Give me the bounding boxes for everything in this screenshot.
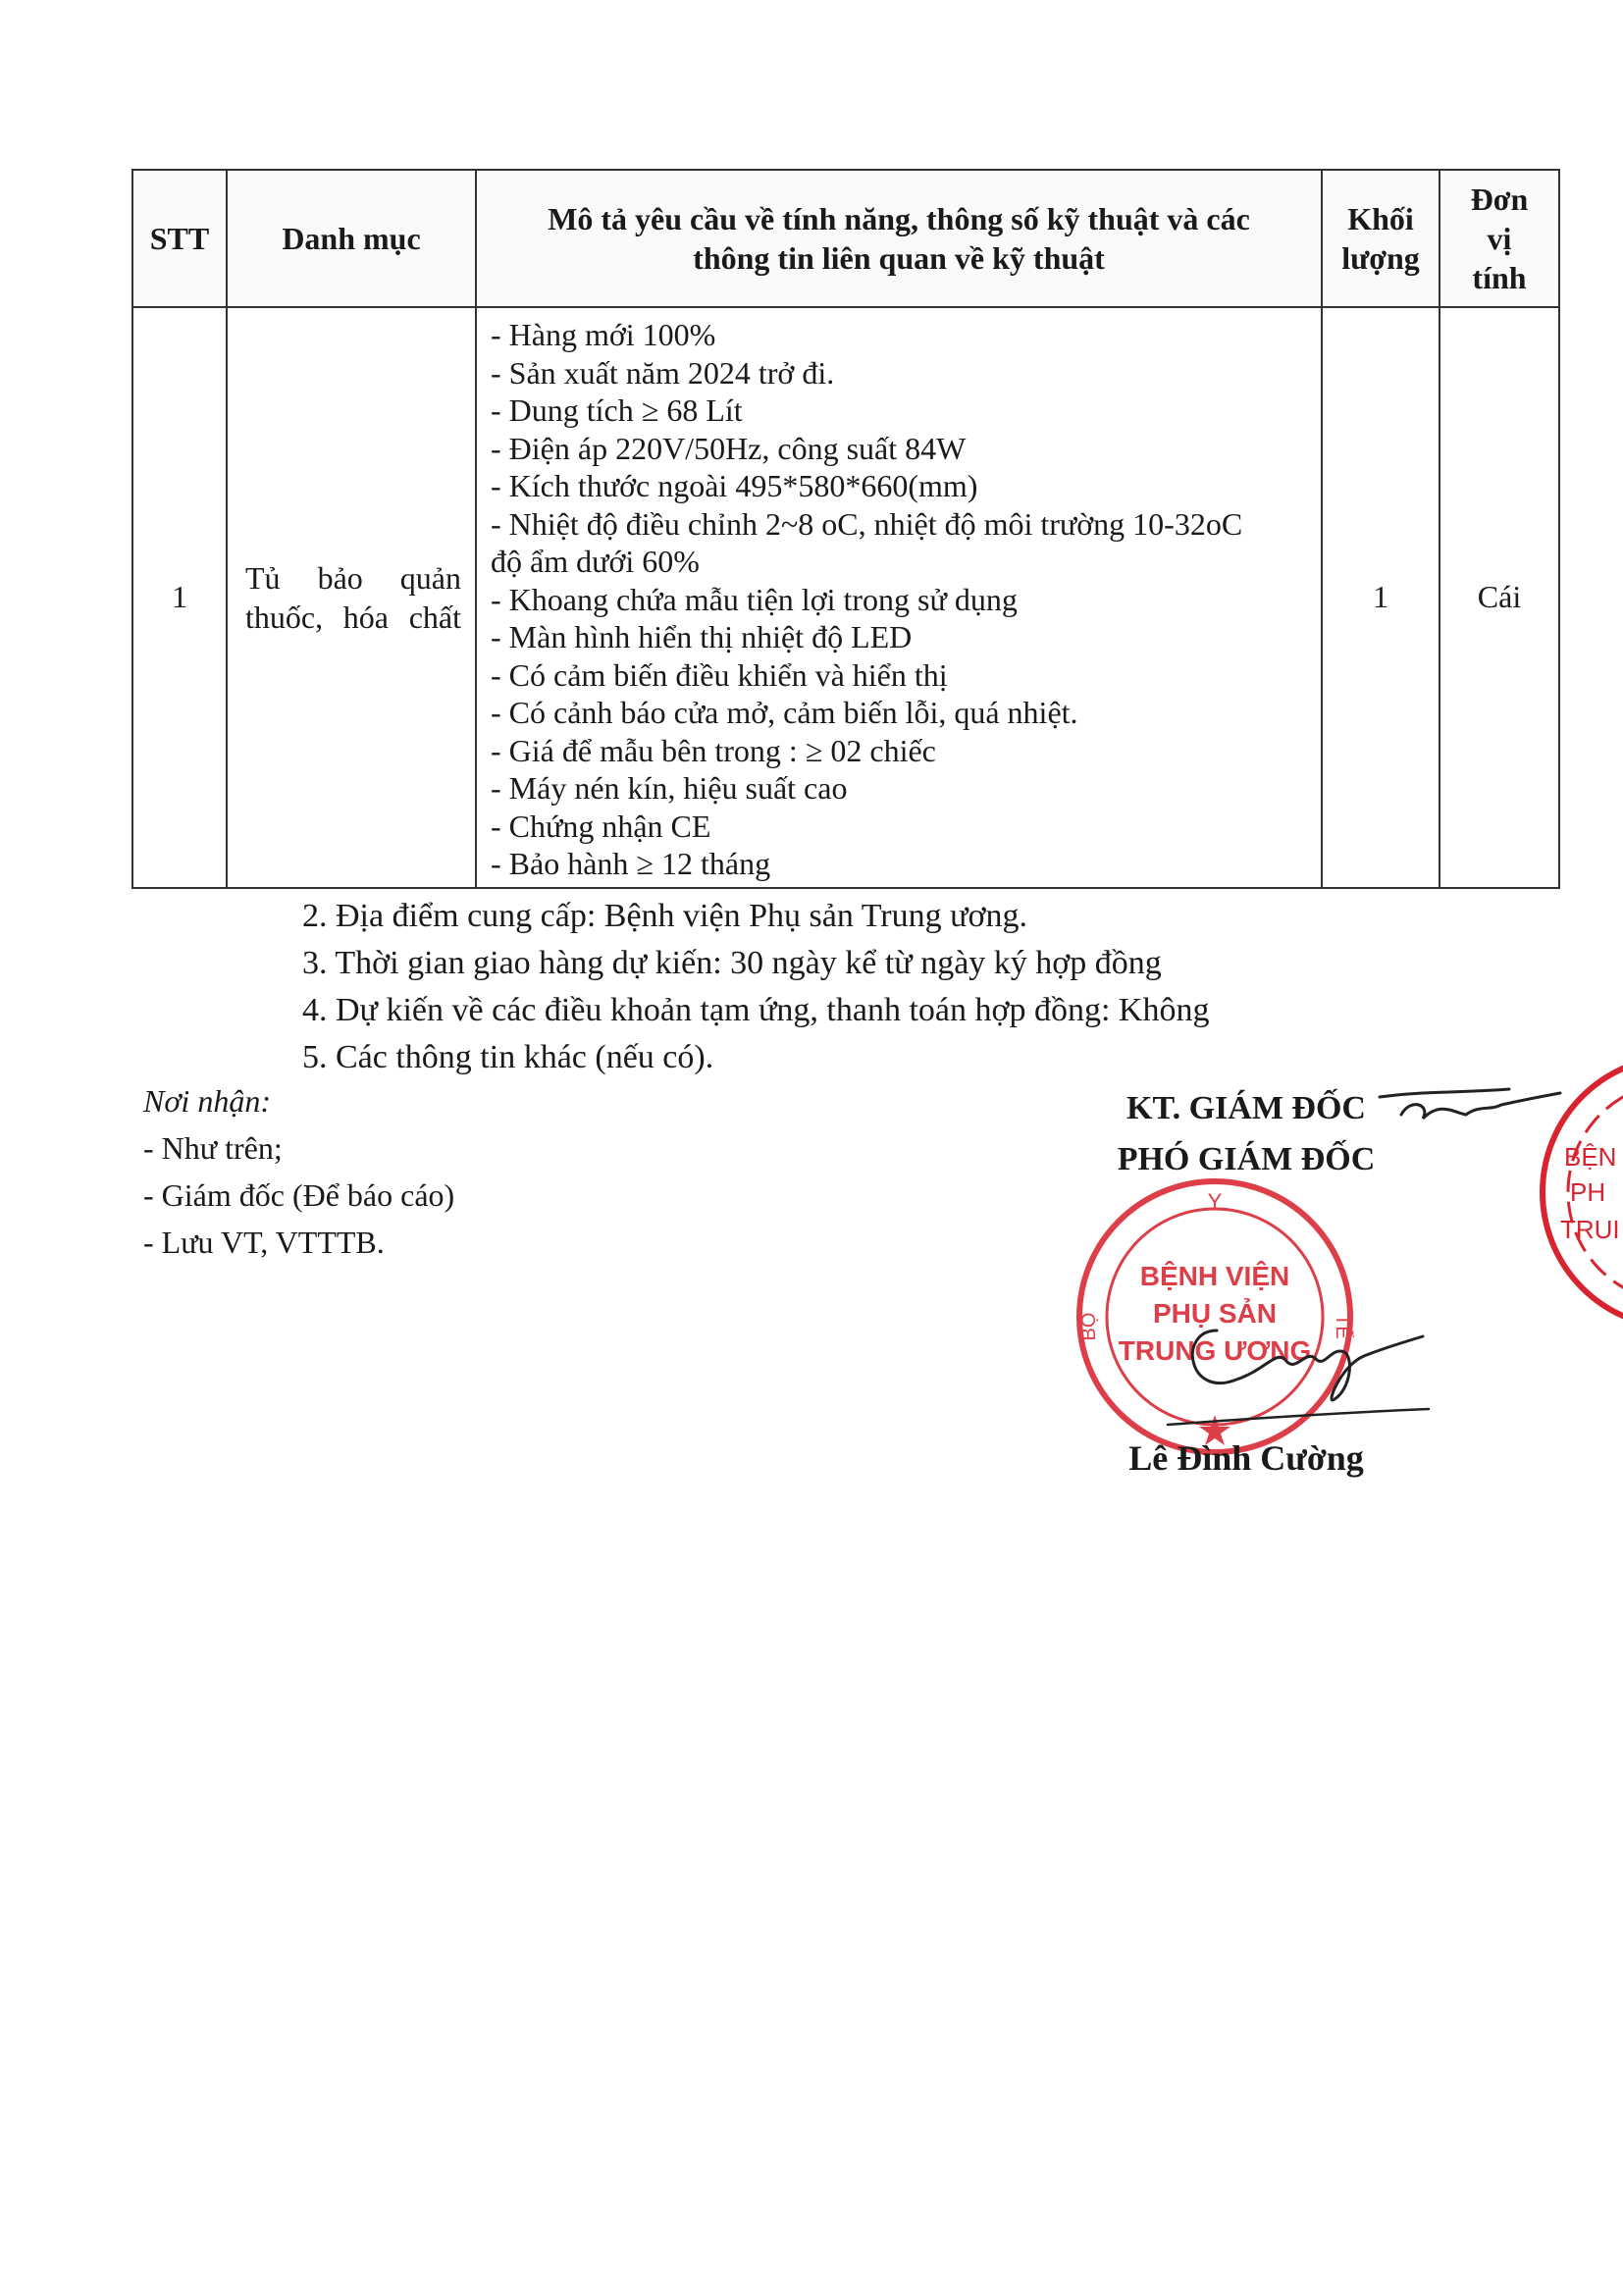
partial-stamp-line-1: BỆN [1564, 1142, 1617, 1172]
header-unit [1440, 170, 1559, 307]
header-quantity-line-1: Khối [1347, 201, 1414, 236]
table-header-row [132, 170, 1559, 307]
requirements-list [491, 316, 1321, 883]
row-requirements [476, 307, 1322, 888]
stamp-top-text: Y [1207, 1189, 1223, 1214]
stamp-line-3: TRUNG ƯƠNG [1118, 1335, 1312, 1366]
row-unit: Cái [1440, 307, 1559, 888]
spec-table [131, 169, 1560, 889]
recipients-title: Nơi nhận: [143, 1083, 271, 1119]
row-stt: 1 [132, 307, 227, 888]
requirement-item: - Có cảnh báo cửa mở, cảm biến lỗi, quá nhiệt. [491, 695, 1078, 730]
requirement-item: - Hàng mới 100% [491, 317, 716, 352]
recipient-line: - Giám đốc (Để báo cáo) [143, 1177, 455, 1213]
signer-role-line-2: PHÓ GIÁM ĐỐC [1117, 1141, 1376, 1177]
requirement-item: - Màn hình hiển thị nhiệt độ LED [491, 619, 913, 654]
header-quantity [1322, 170, 1440, 307]
header-quantity-line-2: lượng [1341, 240, 1420, 276]
row-category: Tủ bảo quản thuốc, hóa chất [227, 307, 476, 888]
header-category: Danh mục [227, 170, 476, 307]
requirement-item: - Có cảm biến điều khiển và hiển thị [491, 656, 948, 693]
stamp-right-text: TẾ [1332, 1314, 1353, 1339]
requirement-item: - Khoang chứa mẫu tiện lợi trong sử dụng [491, 581, 1018, 617]
recipient-line: - Lưu VT, VTTTB. [143, 1225, 385, 1260]
partial-stamp-graphic [1531, 1040, 1623, 1344]
info-item-payment: 4. Dự kiến về các điều khoản tạm ứng, thanh toán hợp đồng: Không [302, 992, 1210, 1028]
info-list [302, 893, 1209, 1081]
info-item-other: 5. Các thông tin khác (nếu có). [302, 1039, 714, 1075]
header-unit-line-1: Đơn [1470, 182, 1529, 217]
requirement-item: độ ẩm dưới 60% [491, 544, 700, 579]
requirement-item: - Máy nén kín, hiệu suất cao [491, 770, 848, 806]
header-unit-line-2: vị [1487, 221, 1512, 256]
header-stt: STT [132, 170, 227, 307]
info-item-delivery: 3. Thời gian giao hàng dự kiến: 30 ngày kể từ ngày ký hợp đồng [302, 945, 1162, 981]
partial-stamp-line-2: PH [1570, 1177, 1606, 1207]
table-row [132, 307, 1559, 888]
requirement-item: - Kích thước ngoài 495*580*660(mm) [491, 468, 978, 503]
row-quantity: 1 [1322, 307, 1440, 888]
requirement-item: - Điện áp 220V/50Hz, công suất 84W [491, 430, 967, 466]
partial-stamp [1531, 1040, 1623, 1344]
header-unit-line-3: tính [1472, 260, 1527, 295]
requirement-item: - Bảo hành ≥ 12 tháng [491, 846, 771, 881]
requirement-item: - Nhiệt độ điều chỉnh 2~8 oC, nhiệt độ môi trường 10-32oC [491, 505, 1243, 542]
header-description-line-1: Mô tả yêu cầu về tính năng, thông số kỹ thuật và các [548, 201, 1250, 236]
signer-name: Lê Đình Cường [1128, 1438, 1364, 1478]
header-description [476, 170, 1322, 307]
stamp-line-1: BỆNH VIỆN [1139, 1261, 1290, 1291]
signature-mark [1158, 1291, 1433, 1429]
signer-role-line-1: KT. GIÁM ĐỐC [1126, 1090, 1366, 1126]
requirement-item: - Sản xuất năm 2024 trở đi. [491, 354, 835, 391]
info-item-location: 2. Địa điểm cung cấp: Bệnh viện Phụ sản Trung ương. [302, 898, 1028, 934]
recipients [143, 1077, 454, 1266]
header-description-line-2: thông tin liên quan về kỹ thuật [693, 240, 1105, 276]
requirement-item: - Chứng nhận CE [491, 808, 711, 844]
requirement-item: - Giá để mẫu bên trong : ≥ 02 chiếc [491, 732, 936, 768]
partial-stamp-line-3: TRUI [1560, 1215, 1620, 1244]
recipient-line: - Như trên; [143, 1130, 283, 1166]
stamp-left-text: BỘ [1078, 1312, 1100, 1341]
stamp-line-2: PHỤ SẢN [1152, 1298, 1278, 1329]
requirement-item: - Dung tích ≥ 68 Lít [491, 392, 743, 428]
